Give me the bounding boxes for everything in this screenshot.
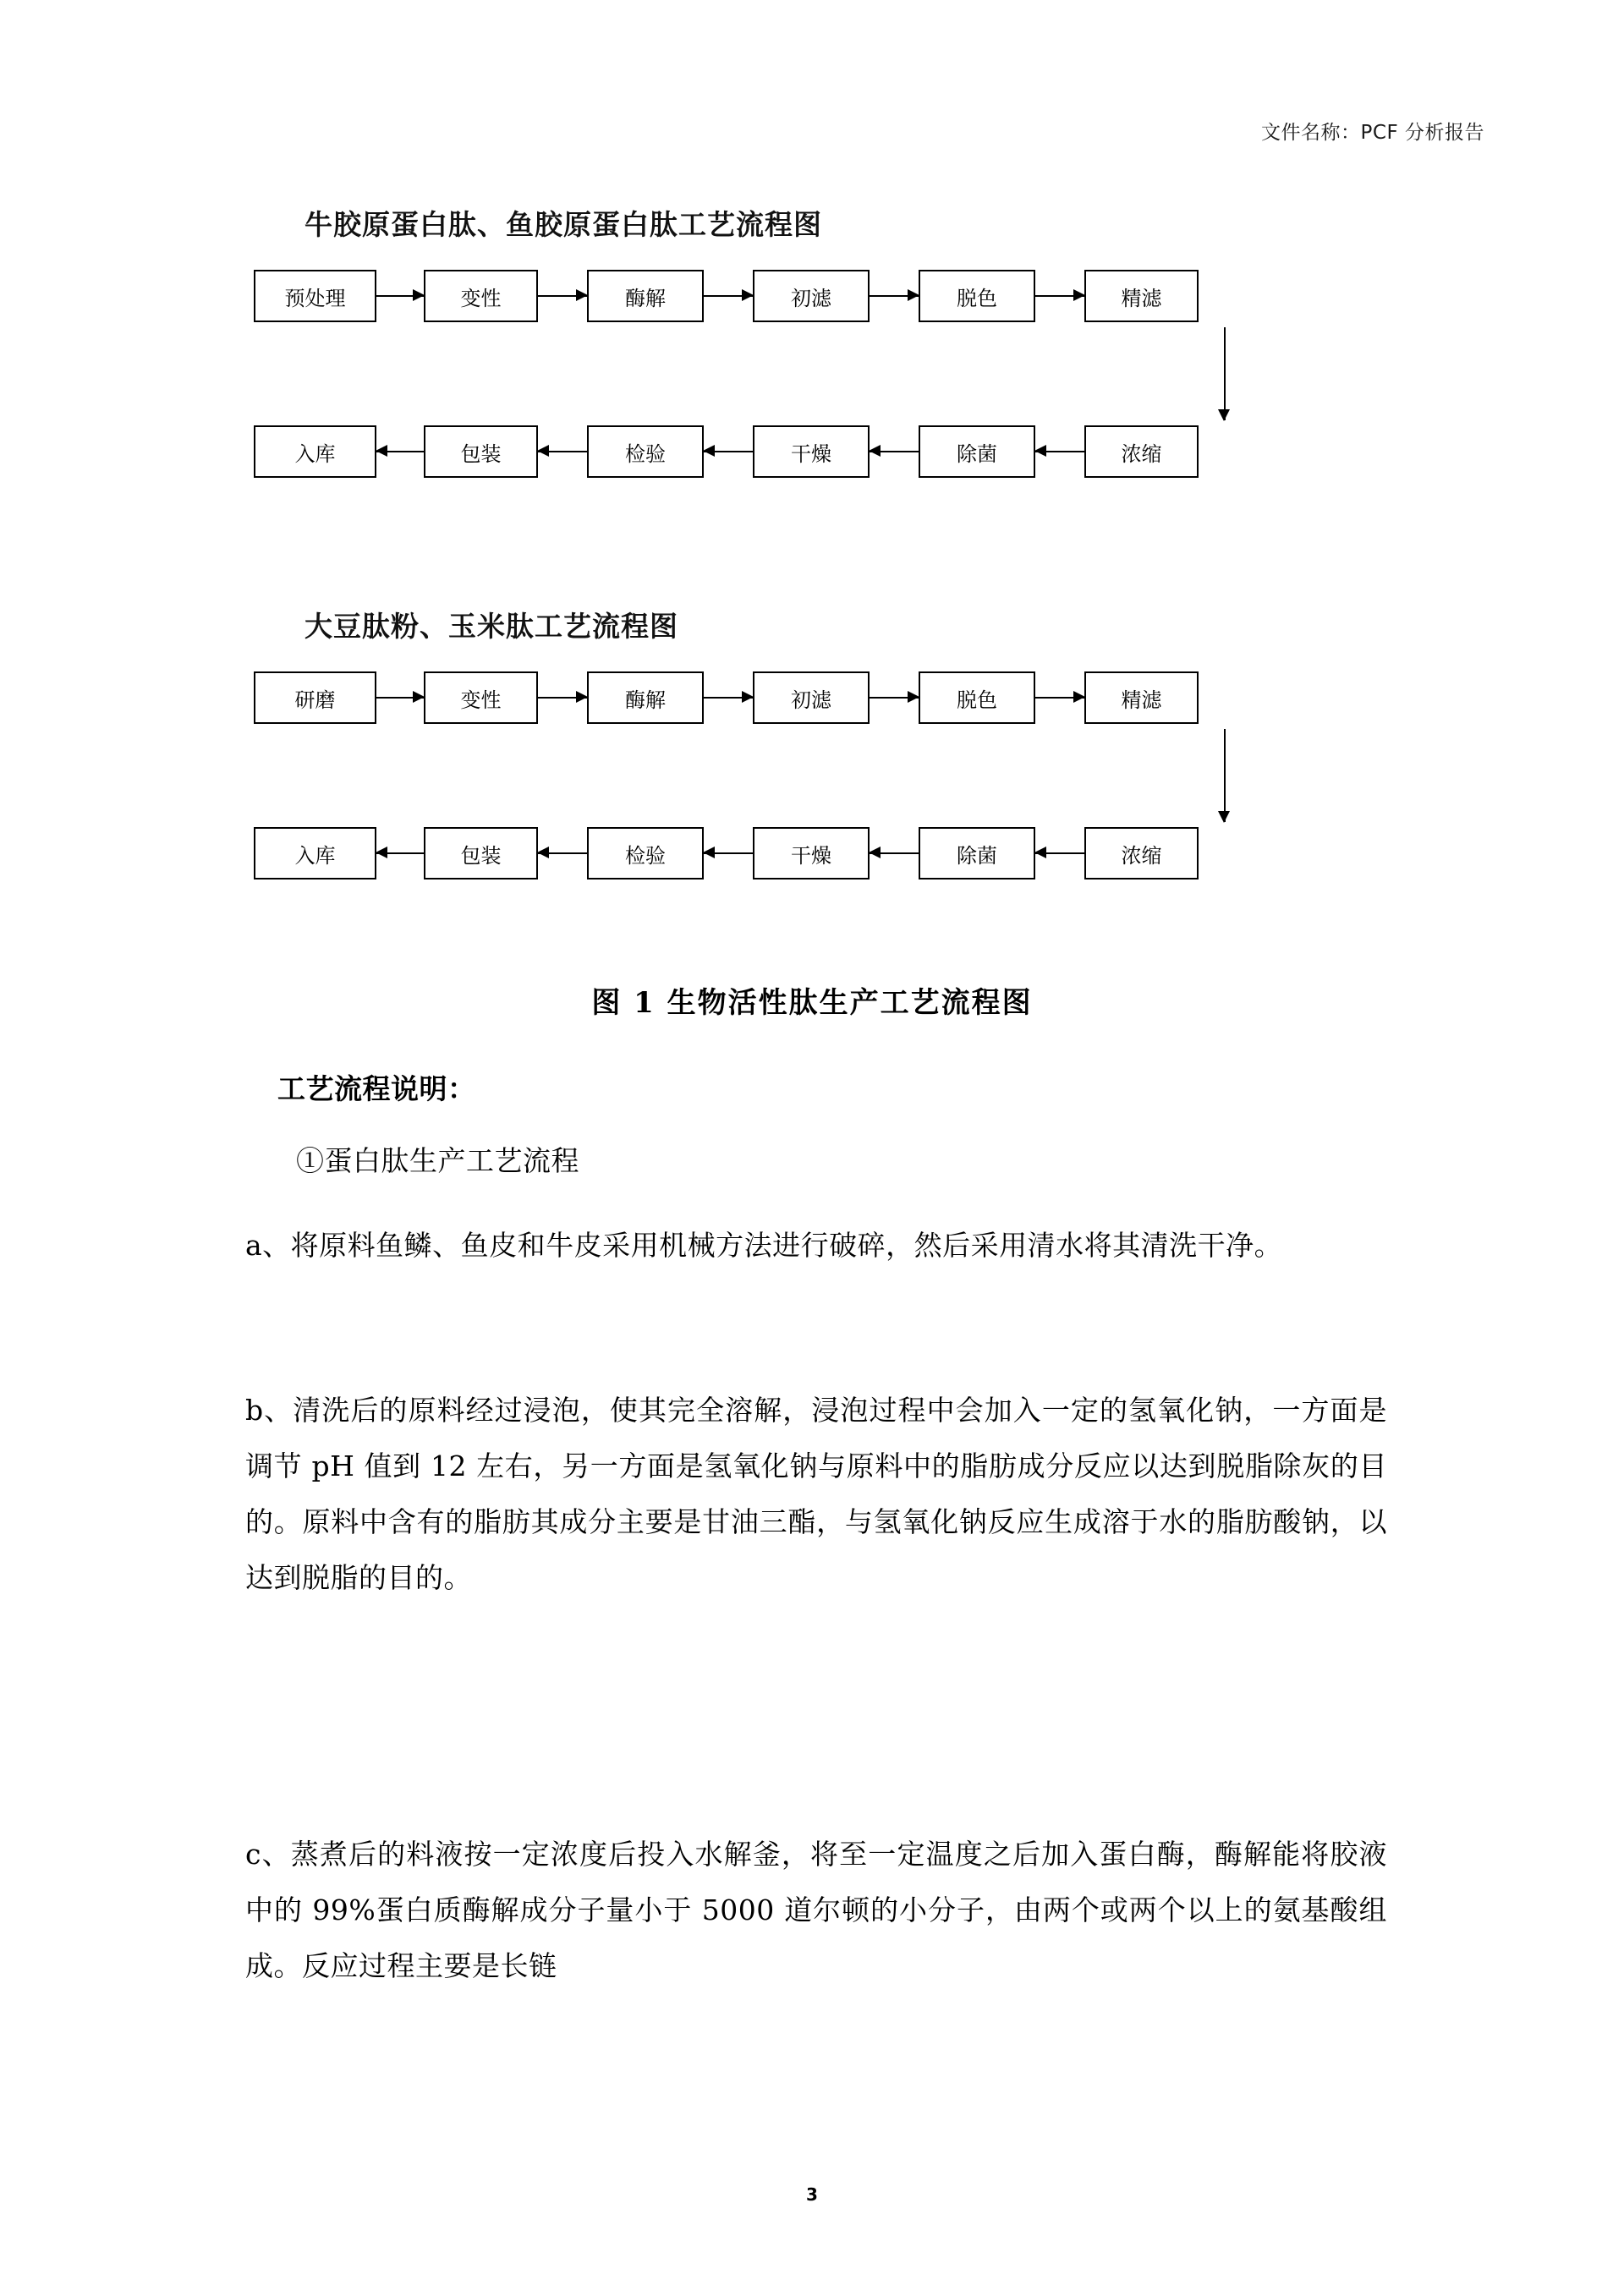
node-enzymolysis: 酶解 [587,671,704,724]
arrow-right-icon [1035,697,1084,699]
arrow-right-icon [870,697,919,699]
figure-caption: 图 1 生物活性肽生产工艺流程图 [591,986,1033,1020]
node-concentration: 浓缩 [1084,425,1199,478]
arrow-left-icon [1035,852,1084,854]
node-decoloring: 脱色 [919,270,1035,322]
diagram1-row1 [254,265,1199,327]
diagram2-row1 [254,666,1199,729]
node-finefilter: 精滤 [1084,671,1199,724]
node-grinding: 研磨 [254,671,376,724]
document-header: 文件名称：PCF 分析报告 [1261,122,1484,144]
node-sterilization: 除菌 [919,425,1035,478]
diagram1-title: 牛胶原蛋白肽、鱼胶原蛋白肽工艺流程图 [304,208,822,241]
arrow-right-icon [376,295,424,297]
page-number: 3 [806,2184,818,2205]
arrow-left-icon [376,451,424,452]
node-packaging: 包装 [424,425,538,478]
diagram2-title: 大豆肽粉、玉米肽工艺流程图 [304,610,678,643]
paragraph-a: a、将原料鱼鳞、鱼皮和牛皮采用机械方法进行破碎，然后采用清水将其清洗干净。 [245,1229,1283,1262]
arrow-right-icon [870,295,919,297]
arrow-right-icon [704,295,753,297]
node-pretreatment: 预处理 [254,270,376,322]
process-heading: 工艺流程说明： [277,1072,476,1105]
node-sterilization: 除菌 [919,827,1035,879]
arrow-left-icon [1035,451,1084,452]
connector-down-icon [1224,327,1226,420]
node-denaturation: 变性 [424,270,538,322]
paragraph-c: c、蒸煮后的料液按一定浓度后投入水解釜，将至一定温度之后加入蛋白酶，酶解能将胶液中的 99%蛋白质酶解成分子量小于 5000 道尔顿的小分子，由两个或两个以上的氨基酸组成。反应过程主要是长链 [245,1838,1387,1982]
node-drying: 干燥 [753,827,870,879]
arrow-left-icon [538,852,587,854]
node-concentration: 浓缩 [1084,827,1199,879]
node-inspection: 检验 [587,425,704,478]
arrow-right-icon [376,697,424,699]
node-warehousing: 入库 [254,827,376,879]
node-decoloring: 脱色 [919,671,1035,724]
arrow-left-icon [704,852,753,854]
arrow-left-icon [870,451,919,452]
arrow-right-icon [538,697,587,699]
arrow-left-icon [870,852,919,854]
node-enzymolysis: 酶解 [587,270,704,322]
node-warehousing: 入库 [254,425,376,478]
arrow-right-icon [538,295,587,297]
arrow-left-icon [538,451,587,452]
node-inspection: 检验 [587,827,704,879]
flow-diagram-collagen [254,203,1199,483]
arrow-right-icon [1035,295,1084,297]
paragraph-b: b、清洗后的原料经过浸泡，使其完全溶解，浸泡过程中会加入一定的氢氧化钠，一方面是调节 pH 值到 12 左右，另一方面是氢氧化钠与原料中的脂肪成分反应以达到脱脂除灰的目的。原料中含有的脂肪其成分主要是甘油三酯，与氢氧化钠反应生成溶于水的脂肪酸钠，以达到脱脂的目的。 [245,1394,1387,1594]
node-finefilter: 精滤 [1084,270,1199,322]
node-packaging: 包装 [424,827,538,879]
node-prefilter: 初滤 [753,270,870,322]
arrow-left-icon [704,451,753,452]
node-denaturation: 变性 [424,671,538,724]
flow-diagram-soy-corn [254,605,1199,885]
node-prefilter: 初滤 [753,671,870,724]
arrow-right-icon [704,697,753,699]
process-subheading: ①蛋白肽生产工艺流程 [296,1144,579,1177]
arrow-left-icon [376,852,424,854]
diagram1-row2 [254,420,1199,483]
diagram2-row2 [254,822,1199,885]
node-drying: 干燥 [753,425,870,478]
connector-down-icon [1224,729,1226,822]
